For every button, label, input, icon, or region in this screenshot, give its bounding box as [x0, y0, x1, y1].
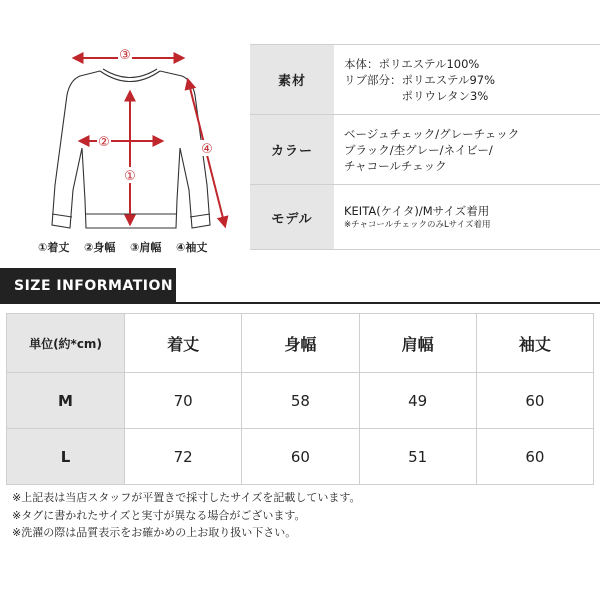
notes: [12, 489, 360, 542]
legend-length: ①着丈: [38, 241, 70, 254]
spec-row-color: [250, 115, 600, 185]
note-tag-size: ※タグに書かれたサイズと実寸が異なる場合がございます。: [12, 508, 306, 522]
measurement-diagram: [0, 0, 250, 265]
sweater-outline-illustration: [0, 0, 250, 240]
spec-label-model: モデル: [250, 185, 334, 249]
legend-width: ②身幅: [84, 241, 116, 254]
spec-value-color: ベージュチェック/グレーチェック ブラック/杢グレー/ネイビー/ チャコールチェック: [344, 126, 520, 173]
spec-label-material: 素材: [250, 45, 334, 114]
table-cell: 60: [476, 373, 593, 429]
unit-header: 単位(約*cm): [7, 314, 125, 373]
column-header-width: 身幅: [242, 314, 359, 373]
header-divider: [176, 302, 600, 304]
note-washing: ※洗濯の際は品質表示をお確かめの上お取り扱い下さい。: [12, 526, 297, 539]
marker-length: ①: [124, 169, 136, 184]
spec-label-color: カラー: [250, 115, 334, 184]
size-information-header: [0, 268, 600, 308]
marker-sleeve: ④: [201, 142, 213, 157]
table-cell: 51: [359, 429, 476, 485]
spec-row-material: [250, 44, 600, 115]
table-cell: 72: [125, 429, 242, 485]
size-label: M: [7, 373, 125, 429]
table-cell: 60: [476, 429, 593, 485]
table-row: [7, 429, 594, 485]
note-measurement: ※上記表は当店スタッフが平置きで採寸したサイズを記載しています。: [12, 491, 361, 504]
table-row: [7, 373, 594, 429]
marker-shoulder: ③: [119, 48, 131, 63]
column-header-sleeve: 袖丈: [476, 314, 593, 373]
product-spec-table: [250, 44, 600, 250]
spec-row-model: [250, 185, 600, 250]
marker-width: ②: [98, 135, 110, 150]
spec-value-material: 本体：ポリエステル100% リブ部分：ポリエステル97% ポリウレタン3%: [344, 56, 496, 103]
spec-value-model: KEITA(ケイタ)/Mサイズ着用 ※チャコールチェックのみLサイズ着用: [344, 204, 491, 230]
table-cell: 58: [242, 373, 359, 429]
size-table: [6, 313, 594, 485]
legend-shoulder: ③肩幅: [130, 241, 162, 254]
legend-sleeve: ④袖丈: [176, 241, 208, 254]
column-header-length: 着丈: [125, 314, 242, 373]
size-table-header-row: [7, 314, 594, 373]
column-header-shoulder: 肩幅: [359, 314, 476, 373]
table-cell: 70: [125, 373, 242, 429]
size-information-title: SIZE INFORMATION: [0, 268, 176, 304]
size-label: L: [7, 429, 125, 485]
table-cell: 60: [242, 429, 359, 485]
table-cell: 49: [359, 373, 476, 429]
